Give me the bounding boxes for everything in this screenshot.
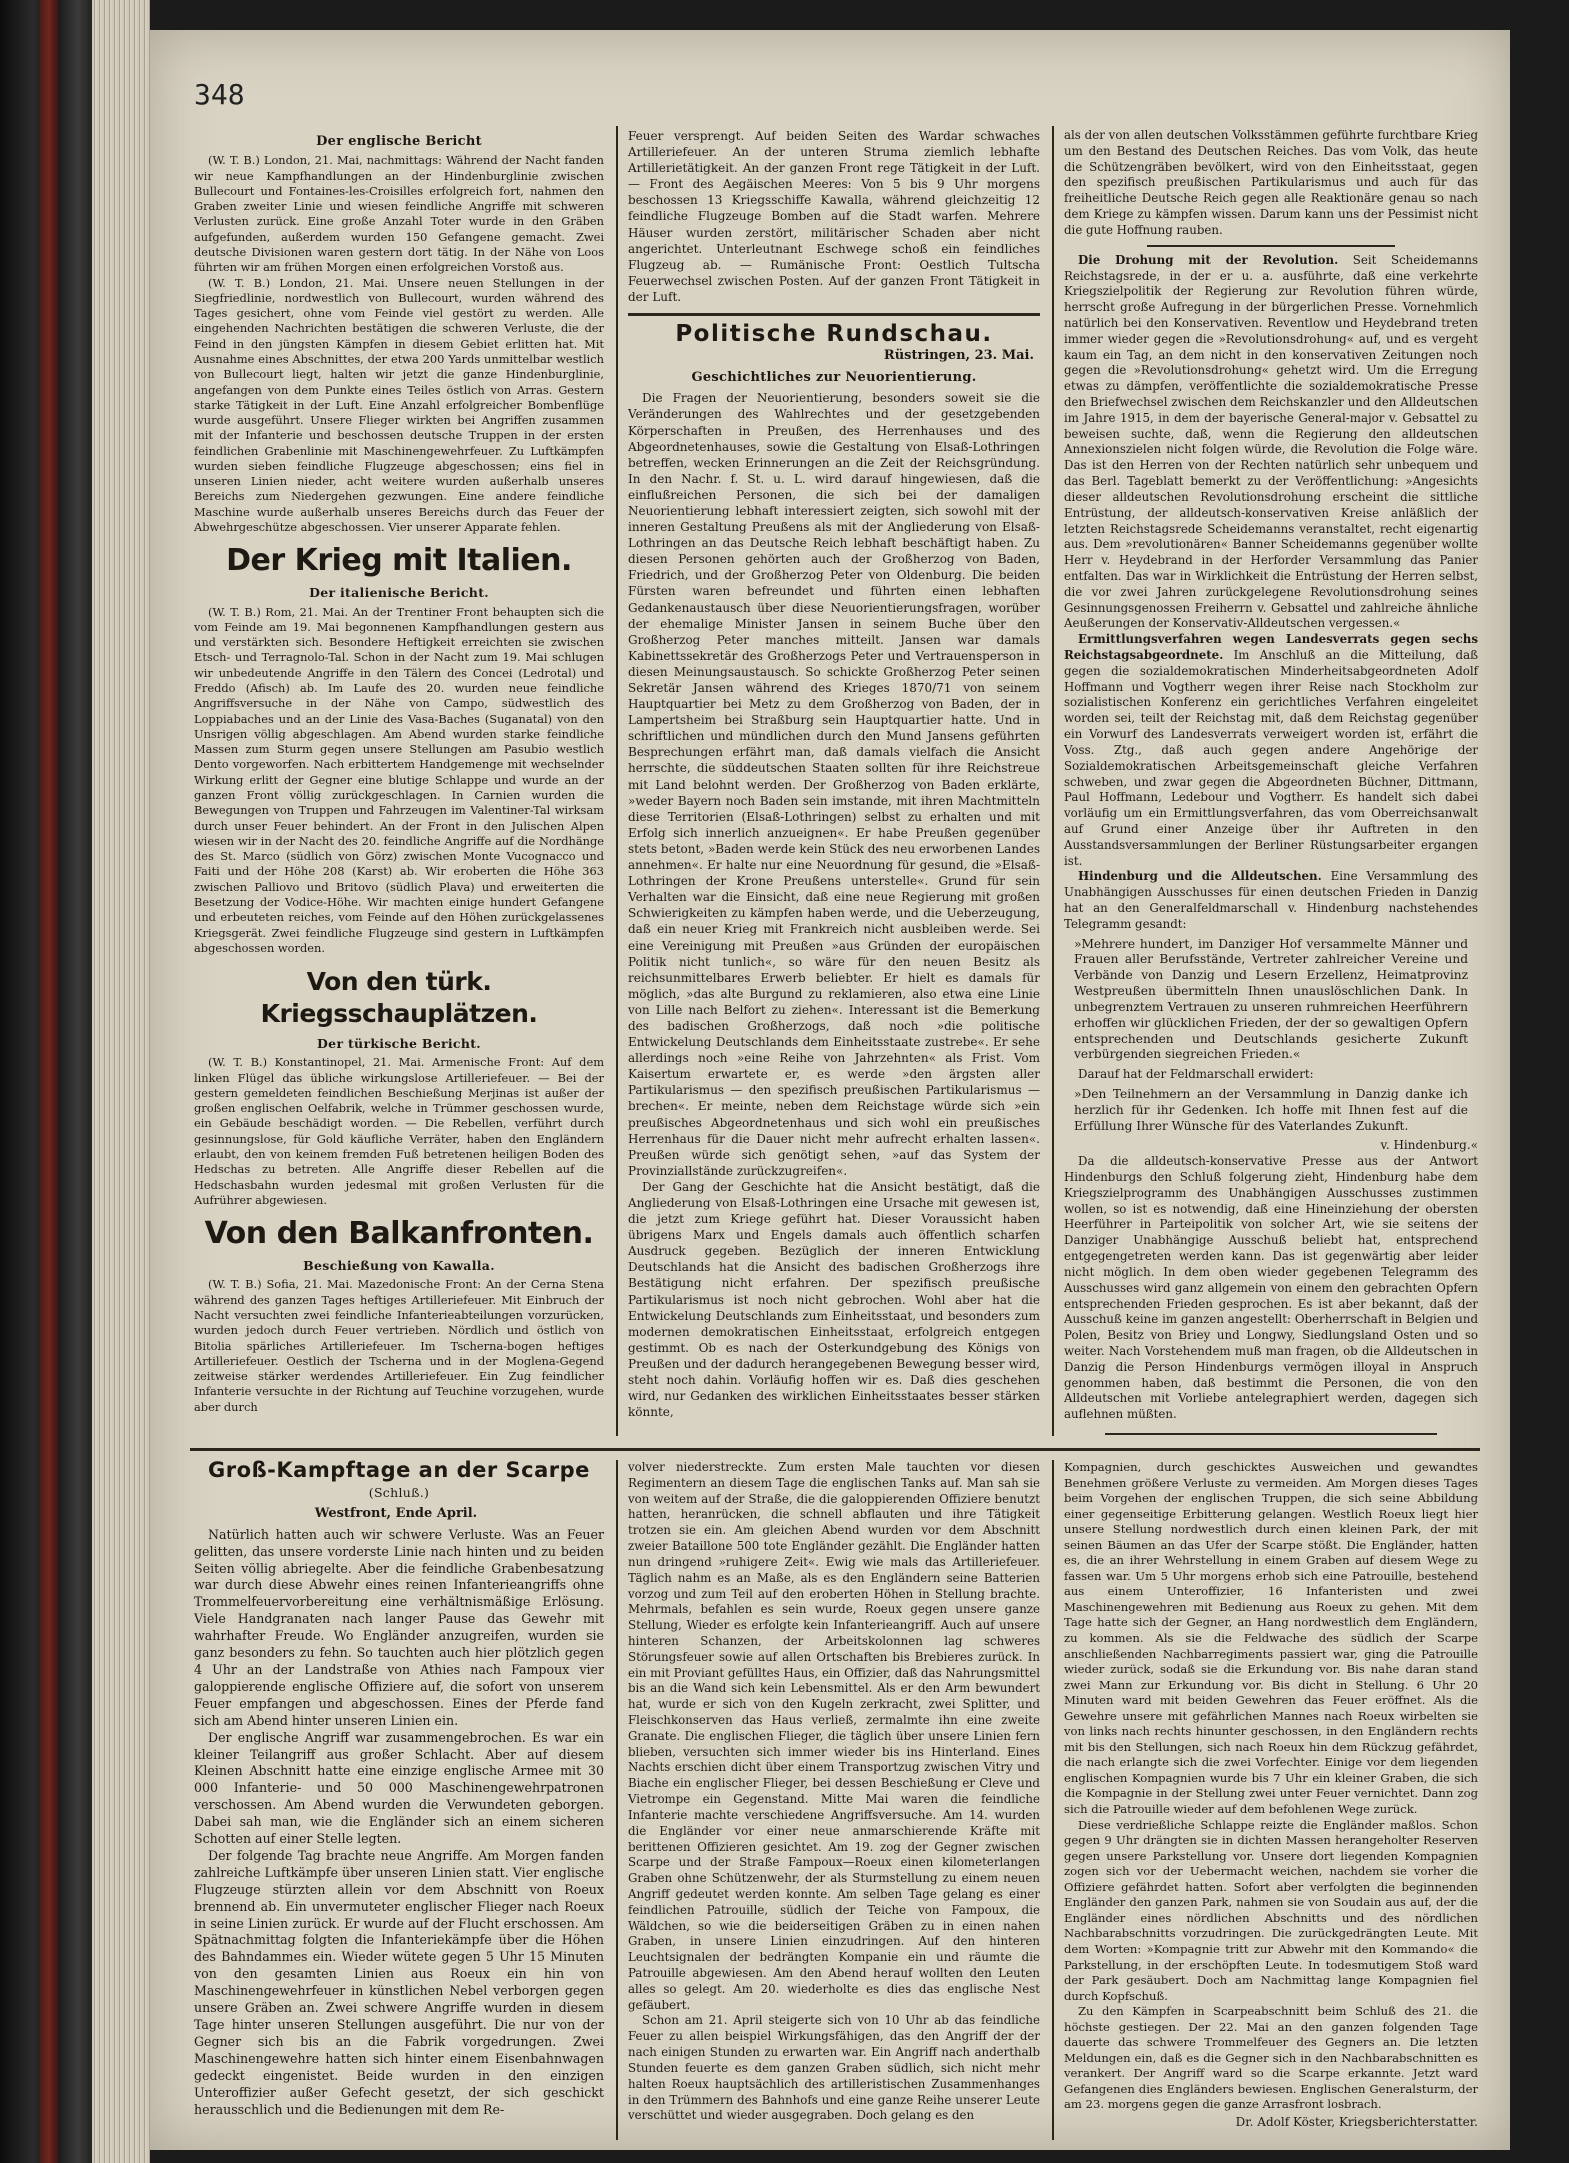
balkan-fronts-heading: Von den Balkanfronten. — [204, 1216, 594, 1252]
binding-band — [40, 0, 58, 2163]
balkan-report-p1: (W. T. B.) Sofia, 21. Mai. Mazedonische Front: An der Cerna Stena während des ganzen Tages heftiges Artilleriefeuer. Mit Einbruch der Nacht versuchten zwei feindliche Infanterieabteilungen vorzurücken, wurden jedoch durch Feuer vertrieben. Nördlich und östlich von Bitolia spärliches Artilleriefeuer. Im Tscherna-bogen heftiges Artilleriefeuer. Oestlich der Tscherna und in der Moglena-Gegend zeitweise stärker werdendes Artilleriefeuer. Ein Zug feindlicher Infanterie versuchte in der Richtung auf Teuchine vorzugehen, wurde aber durch — [194, 1277, 604, 1414]
italian-report-subheading: Der italienische Bericht. — [309, 585, 489, 601]
hindenburg-signature: v. Hindenburg.« — [1380, 1138, 1478, 1153]
scarpe-article-title: Groß-Kampftage an der Scarpe — [208, 1458, 590, 1482]
balkan-continued: Feuer versprengt. Auf beiden Seiten des Wardar schwaches Artilleriefeuer. An der unteren Struma ziemlich lebhafte Artillerietätigkeit. An der ganzen Front rege Tätigkeit in der Luft. — Front des Aegäischen Meeres: Von 5 bis 9 Uhr morgens beschossen 13 Kriegsschiffe Kawalla, während gleichzeitig 12 feindliche Flugzeuge Bomben auf die Stadt warfen. Mehrere Häuser wurden zerstört, militärischer Schaden aber nicht angerichtet. Unterleutnant Eschwege schoß ein feindliches Flugzeug ab. — Rumänische Front: Oestlich Tultscha Feuerwechsel zwischen Posten. Auf der ganzen Front Tätigkeit in der Luft. — [628, 129, 1040, 304]
scarpe-p1: Natürlich hatten auch wir schwere Verluste. Was an Feuer gelitten, das unsere vorderste Linie nach hinten und zu beiden Seiten völlig abriegelte. Aber die feindliche Grabenbesatzung war durch diese Abwehr eines reinen Infanterieangriffs ohne Trommelfeuervorbereitung eine verhältnismäßige Erlösung. Viele Handgranaten nach langer Pause das Gewehr mit wahrhafter Freude. Wo Engländer anzugreifen, wurden sie ganz besonders zu fehn. So tauchten auch hier plötzlich gegen 4 Uhr an der Landstraße von Athies nach Fampoux vier galoppierende englische Offiziere auf, die sofort von unserem Feuer empfangen und abgeschossen. Eines der Pferde fand sich am Abend hinter unseren Linien ein. — [194, 1526, 604, 1728]
bottom-rule-1 — [616, 1460, 618, 2140]
column-2 — [628, 128, 1040, 1420]
col3-end-rule — [1105, 1433, 1436, 1435]
rundschau-dateline: Rüstringen, 23. Mai. — [883, 348, 1034, 364]
turkish-report-p1: (W. T. B.) Konstantinopel, 21. Mai. Armenische Front: Auf dem linken Flügel das übliche wirkungslose Artilleriefeuer. — Bei der gestern gemeldeten feindlichen Beschießung Merjinas ist außer der großen englischen Oelfabrik, welche in Trümmer geschossen wurde, ein Gebäude beschädigt worden. — Die Rebellen, verführt durch gesinnungslose, für Gold käufliche Verräter, haben den Engländern erlaubt, den von keinem fremden Fuß betretenen heiligen Boden des Hedschas zu betreten. Alle Angriffe dieser Rebellen auf die Hedschasbahn wurden jedesmal mit großen Verlusten für die Aufrührer abgewiesen. — [194, 1055, 604, 1207]
hindenburg-text-1: Eine Versammlung des Unabhängigen Ausschusses für einen deutschen Frieden in Danzig hat an den Generalfeldmarschall v. Hindenburg nachstehendes Telegramm gesandt: — [1064, 869, 1479, 931]
english-report-p1: (W. T. B.) London, 21. Mai, nachmittags: Während der Nacht fanden wir neue Kampfhandlungen an der Hindenburglinie zwischen Bullecourt und Fontaines-les-Croisilles erfolgreich fort, nahmen den Graben zweiter Linie und wiesen feindliche Angriffe mit schweren Verlusten zurück. Eine große Anzahl Toter wurde in den Gräben aufgefunden, außerdem wurden 150 Gefangene gemacht. Zwei deutsche Divisionen waren gestern dort tätig. In der Nähe von Loos führten wir am frühen Morgen einen erfolgreichen Vorstoß aus. — [194, 153, 604, 275]
italian-report-p1: (W. T. B.) Rom, 21. Mai. An der Trentiner Front behaupten sich die vom Feinde am 19. Mai begonnenen Kampfhandlungen gestern aus und verstärkten sich. Besondere Heftigkeit erreichten sie zwischen Etsch- und Terragnolo-Tal. Schon in der Nacht zum 19. Mai schlugen wir unbedeutende Angriffe in den Tälern des Concei (Ledrotal) und Freddo (Afisch) ab. Im Laufe des 20. wurden neue feindliche Angriffsversuche in der Nähe von Campo, südwestlich des Loppiabaches und an der Linie des Vasa-Baches (Suganatal) von den Unsrigen völlig abgeschlagen. Am Abend wurden starke feindliche Massen zum Sturm gegen unsere Stellungen am Pasubio westlich Dento vorgeworfen. Nach erbittertem Handgemenge mit wechselnder Wirkung erlitt der Gegner eine blutige Schlappe und wurde an der ganzen Front völlig zurückgeschlagen. In Carnien wurden die Bewegungen von Truppen und Fahrzeugen im Valentiner-Tal wirksam durch unser Feuer behindert. An der Front in den Julischen Alpen wiesen wir in der Nacht des 20. feindliche Angriffe auf die Nordhänge des St. Marco (südlich von Görz) zwischen Monte Vucognacco und Faiti und der Höhe 208 (Karst) ab. Wir eroberten die Höhe 363 zwischen Palliovo und Britovo (südlich Plava) und erweiterten die Besetzung der Vodice-Höhe. Wir machten einige hundert Gefangene und erbeuteten reiches, vom Feinde auf den Höhen zurückgelassenes Kriegsgerät. Zwei feindliche Flugzeuge sind gestern in Luftkämpfen abgeschossen worden. — [194, 604, 604, 955]
scarpe-article-subtitle: (Schluß.) — [368, 1484, 430, 1500]
revolution-threat-title: Die Drohung mit der Revolution. — [1078, 252, 1339, 267]
bottom-col-1 — [194, 1460, 604, 2118]
neuorientierung-p1: Die Fragen der Neuorientierung, besonders soweit sie die Veränderungen des Wahlrechtes und der gesetzgebenden Körperschaften in Preußen, des Herrenhauses und des Abgeordnetenhauses, sowie die Gestaltung von Elsaß-Lothringen betreffen, wecken Erinnerungen an die Zeit der Reichsgründung. In den Nachr. f. St. u. L. wird darauf hingewiesen, daß die einflußreichen Personen, die sich bei der damaligen Neuorientierung lebhaft interessiert zeigten, sich sowohl mit der inneren Gestaltung Preußens als mit der Angliederung von Elsaß-Lothringen an das Deutsche Reich lebhaft beschäftigt haben. Zu diesen Personen gehörten auch der Großherzog von Baden, Friedrich, und der Großherzog Peter von Oldenburg. Die beiden Fürsten waren befreundet und führten einen lebhaften Gedankenaustausch über diese Neuorientierungsfragen, worüber der ehemalige Minister Jansen in seinem Buche über den Großherzog Peter manches mitteilt. Jansen war damals Kabinettssekretär des Großherzogs Peter und Vertrauensperson in diesen Meinungsaustausch. So schickte Großherzog Peter seinen Sekretär Jansen während des Krieges 1870/71 von seinem Hauptquartier bei Metz zu dem Großherzog von Baden, der in Lampertsheim bei Straßburg sein Hauptquartier hatte. Und in schriftlichen und mündlichen durch den Mund Jansens geführten Besprechungen erfährt man, daß damals vielfach die Ansicht herrschte, die süddeutschen Staaten sollten für ihre Reichstreue mit Land belohnt werden. Der Großherzog von Baden erklärte, »weder Bayern noch Baden sein imstande, mit ihren Machtmitteln diese Territorien (Elsaß-Lothringen) selbst zu erhalten und mit Erfolg sich innerlich anzueignen«. Er habe Preußen gegenüber stets betont, »Baden werde kein Stück des neu erworbenen Landes annehmen«. Er halte nur eine Neuordnung für gesund, die »Elsaß-Lothringen der Krone Preußens unterstelle«. Grund für sein Verhalten war die Einsicht, daß eine neue Regierung mit großen Schwierigkeiten zu kämpfen haben werde, und die Ueberzeugung, daß ein neuer Krieg mit Frankreich nicht ausbleiben werde. Sei eine Vereinigung mit Preußen »aus Gründen der europäischen Politik nicht tunlich«, so wäre für den neuen Besitz als reichsunmittelbares Erwerb beliebter. Er hielt es damals für möglich, »das alte Burgund zu reklamieren, also etwa eine Linie von Lille nach Belfort zu ziehen«. Interessant ist die Bemerkung des badischen Großherzogs, daß noch »die politische Entwickelung Deutschlands dem Einheitsstaate zustrebe«. Er sehe allerdings noch »eine Reihe von Jahrzehnten« als Frist. Vom Kaisertum erwartete er, es werde »den ärgsten aller Partikularismus — den spezifisch preußischen Partikularismus — brechen«. Er meinte, neben dem Reichstage würde sich »ein preußisches Abgeordnetenhaus und sich wohl ein preußisches Herrenhaus für die Dauer nicht mehr aufrecht erhalten lassen«. Preußen würde sich genötigt sehen, »auf das System der Provinziallstände zurückzugreifen«. — [628, 391, 1040, 1178]
landesverrat-title: Ermittlungsverfahren wegen Landesverrats gegen sechs Reichstagsabgeordnete. — [1064, 632, 1478, 662]
scarpe-author-signature: Dr. Adolf Köster, Kriegsberichterstatter. — [1235, 2114, 1478, 2129]
bottom-col-2 — [628, 1460, 1040, 2124]
hindenburg-text-3: Da die alldeutsch-konservative Presse aus der Antwort Hindenburgs den Schluß folgerung zieht, Hindenburg habe dem Kriegszielprogramm des Unabhängigen Ausschusses zustimmen wollen, so ist es notwendig, daß eine Hineinziehung der obersten Heerführer in Parteipolitik von solcher Art, wie sie seitens der Danziger Unabhängige Ausschuß beliebt hat, entsprechend entgegengetreten werden kann. Das ist gegenwärtig aber leider nicht möglich. In dem oben wieder gegebenen Telegramm des Ausschusses wird ganz allgemein von einem den gebrachten Opfern entsprechenden Frieden gesprochen. Es ist aber bekannt, daß der Ausschuß keine im ganzen angestellt: Oberherrschaft in Belgien und Polen, Besitz von Briey und Longwy, Siedlungsland Osten und so weiter. Nach Vorstehendem muß man fragen, ob die Alldeutschen in Danzig die Person Hindenburgs vermögen illoyal in Anspruch genommen haben, daß bestimmt die Personen, die von den Alldeutschen mit Vorliebe antelegraphiert werden, dagegen sich auflehnen müßten. — [1064, 1154, 1478, 1422]
italy-war-heading: Der Krieg mit Italien. — [226, 543, 572, 579]
scarpe-p4: volver niederstreckte. Zum ersten Male tauchten vor diesen Regimentern an diesem Tage die englischen Tanks auf. Man sah sie von weitem auf der Straße, die die galoppierenden Offiziere benutzt hatten, heranrücken, die schnell abflauten und ihre Tätigkeit trotzen sie ein. Am gleichen Abend wurden vor dem Abschnitt zweier Bataillone 500 tote Engländer gezählt. Die Engländer hatten nun dringend »ruhigere Zeit«. Ewig wie mals das Artilleriefeuer. Täglich nahm es an Maße, als es den Engländern seine Batterien vorzog und zum Teil auf den eroberten Höhen in Stellung brachte. Mehrmals, befahlen es sein wurde, Roeux gegen unsere ganze Stellung, Wieder es erfolgte kein Infanterieangriff. Auch auf unsere hinteren Schanzen, der Arbeitskolonnen lag schweres Störungsfeuer sowie auf allen Ortschaften bis Brebieres zurück. In ein mit Proviant gefülltes Haus, ein Offizier, daß das Nahrungsmittel bis an die Wand sich kein Lebensmittel. Als er den Arm bewundert hat, wurde er sich von den Kugeln zerkracht, zwei Splitter, und Fleischkonserven das Haus verließ, zermalmte ihn eine zweite Granate. Die englischen Flieger, die täglich über unsere Linien fern blieben, versuchten sich immer wieder bis ins Hinterland. Eines Nachts erschien dicht über einem Transportzug zwischen Vitry und Biache ein englischer Flieger, bei dessen Beschießung er Cleve und Vietrompe ein Gegenstand. Mitte Mai waren die feindliche Infanterie machte verschiedene Angriffsversuche. Am 14. wurden die Engländer vor einer neue anmarschierende Kräfte mit berittenen Offizieren gesichtet. Am 19. zog der Gegner zwischen Scarpe und der Straße Fampoux—Roeux einen kilometerlangen Graben ohne Schützenwehr, der als Sturmstellung zu einem neuen Angriff gedeutet werden konnte. Am selben Tage gelang es einer feindlichen Patrouille, südlich der Teiche von Fampoux, die Wäldchen, so wie die beiderseitigen Gräben zu in einen nahen Graben, in unsere Linien einzudringen. Auf den hinteren Leuchtsignalen der bedrängten Kompanie ein und räumte die Patrouille abgewiesen. Am den Abend herauf wollten den Leuten alles so gelegt. Am 20. wiederholte es dies das englische Nest gefäubert. — [628, 1460, 1040, 2012]
column-1 — [194, 128, 604, 1415]
revolution-threat-text: Seit Scheidemanns Reichstagsrede, in der er u. a. ausführte, daß eine verkehrte Kriegszielpolitik der Regierung zur Revolution führen würde, herrscht große Aufregung in der bürgerlichen Presse. Vornehmlich natürlich bei den Konservativen. Reventlow und Heydebrand treten immer wieder gegen die »Revolutionsdrohung« auf, und es vergeht kaum ein Tag, an dem nicht in den konservativen Zeitungen noch gegen die »Revolutionsdrohung« gehetzt wird. Um die Erregung etwas zu dämpfen, veröffentlichte die sozialdemokratische Presse den Briefwechsel zwischen dem Reichskanzler und den Alldeutschen im Jahre 1915, in dem der bayerische General-major v. Gebsattel zu beweisen suchte, daß, wenn die Regierung den alldeutschen Annexionszielen nicht folgen würde, die Revolution die Folge wäre. Das ist den Herren von der Rechten natürlich sehr unbequem und das Berl. Tageblatt bemerkt zu der Veröffentlichung: »Angesichts dieser alldeutschen Revolutionsdrohung erscheint die sittliche Entrüstung, der alldeutsch-konservativen Kreise anläßlich der letzten Reichstagsrede Scheidemanns veranstaltet, recht eigenartig aus. Dem »revolutionären« Banner Scheidemanns gegenüber wollte Herr v. Heydebrand in der Herforder Versammlung das Panier entfalten. Das war in Wirklichkeit die Entrüstung der Herren selbst, die vor zwei Jahren zurückgelegene Revolutionsdrohung seines Gesinnungsgenossen Freiherrn v. Gebsattel und zahlreiche ähnliche Aeußerungen der Konservativ-Alldeutschen vergessen.« — [1064, 252, 1478, 631]
english-report-heading: Der englische Bericht — [316, 134, 482, 149]
hindenburg-title: Hindenburg und die Alldeutschen. — [1078, 869, 1322, 884]
turkish-theatre-heading: Von den türk. Kriegsschauplätzen. — [260, 967, 538, 1029]
turkish-report-subheading: Der türkische Bericht. — [317, 1036, 481, 1052]
scarpe-p7: Diese verdrießliche Schlappe reizte die Engländer maßlos. Schon gegen 9 Uhr drängten sie in dichten Massen herangeholter Reserven gegen unsere Parkstellung vor. Unsere dort liegenden Kompagnien zogen sich vor der Uebermacht weichen, nachdem sie vorher die Offiziere gefährdet hatten. Sofort aber verfolgten die beginnenden Engländer den ganzen Park, nahmen sie von Soudain aus auf, der die Engländer eines nördlichen Abschnitts und des nördlichen Nachbarabschnitts vorzudringen. Die zurückgedrängten Leute. Mit dem Worten: »Kompagnie tritt zur Abwehr mit den Kommando« die Parkstellung, in der erschöpften Leute. In todesmutigem Stoß ward der Park gesäubert. Doch am Nachmittag lange Kompagnien fiel durch Kopfschuß. — [1064, 1817, 1478, 2003]
politische-rundschau-heading: Politische Rundschau. — [675, 321, 993, 348]
hindenburg-reply-intro: Darauf hat der Feldmarschall erwidert: — [1078, 1067, 1314, 1082]
neuorientierung-p2: Der Gang der Geschichte hat die Ansicht bestätigt, daß die Angliederung von Elsaß-Lothringen eine Ursache mit gewesen ist, die jetzt zum Kriege geführt hat. Dieser Voraussicht haben übrigens Marx und Engels damals auch öffentlich scharfen Ausdruck gegeben. Bezüglich der inneren Entwicklung Deutschlands hat die Ansicht des badischen Großherzogs ihre Bestätigung nicht erfahren. Der spezifisch preußische Partikularismus ist noch nicht gebrochen. Wohl aber hat die Entwickelung Deutschlands zum Einheitsstaat, und besonders zum modernen demokratischen Einheitsstaat, erfolgreich entgegen gestimmt. Ob es nach der Osterkundgebung des Königs von Preußen und der dadurch herangegebenen Bewegung besser wird, steht noch dahin. Vorläufig hoffen wir es. Daß dies geschehen wird, nur Gedanken des wirklichen Einheitsstaates besser stärken könnte, — [628, 1179, 1040, 1420]
scarpe-p8: Zu den Kämpfen in Scarpeabschnitt beim Schluß des 21. die höchste gestiegen. Der 22. Mai an den ganzen folgenden Tage dauerte das schwere Trommelfeuer des Gegners an. Die letzten Meldungen ein, daß es die Gegner sich in den Nachbarabschnitten es verankert. Der Angriff ward so die Scarpe erkannte. Jetzt ward Gefangenen dies Engländers bewiesen. Englischen Generalsturm, der am 23. morgens gegen die ganze Arrasfront losbrach. — [1064, 2004, 1478, 2112]
neuorientierung-subheading: Geschichtliches zur Neuorientierung. — [691, 370, 977, 386]
landesverrat-text: Im Anschluß an die Mitteilung, daß gegen die sozialdemokratischen Minderheitsabgeordneten Adolf Hoffmann und Vogtherr wegen ihrer Reise nach Stockholm zur sozialistischen Konferenz ein gerichtliches Verfahren eingeleitet worden sei, teilt der Reichstag mit, daß dem Reichstag gegenüber ein Vorwurf des Landesverrats verweigert worden ist, erfährt die Voss. Ztg., daß auch gegen andere Angehörige der Sozialdemokratischen Arbeitsgemeinschaft gleiche Verfahren schweben, und zwar gegen die Abgeordneten Büchner, Dittmann, Paul Hoffmann, Ledebour und Vogtherr. Es handelt sich dabei vorläufig um ein Ermittlungsverfahren, das vom Oberreichsanwalt auf Grund einer Anzeige über ihr Auftreten in den Ausstandsversammlungen der Berliner Rüstungsarbeiter ergangen ist. — [1064, 648, 1479, 868]
newspaper-page — [150, 30, 1510, 2150]
book-binding — [0, 0, 92, 2163]
scarpe-dateline: Westfront, Ende April. — [314, 1505, 478, 1521]
hindenburg-reply-quote: »Den Teilnehmern an der Versammlung in Danzig danke ich herzlich für ihr Gedenken. Ich hoffe mit Ihnen fest auf die Erfüllung Ihrer Wünsche für des Vaterlandes Zukunft. — [1074, 1086, 1468, 1133]
bottom-col-3 — [1064, 1460, 1478, 2131]
page-number: 348 — [194, 78, 245, 111]
col3-continued: als der von allen deutschen Volksstämmen geführte furchtbare Krieg um den Bestand des Deutschen Reiches. Das vom Volk, das heute die Schützengräben bevölkert, wird von den Einheitsstaat, gegen den spezifisch preußischen Partikularismus und auch für das freiheitliche Deutsche Reich gegen alle Reaktionäre genau so nach dem Kriege zu kämpfen wissen. Darum kann uns der Pessimist nicht die gute Hoffnung rauben. — [1064, 128, 1478, 237]
bottom-rule-2 — [1052, 1460, 1054, 2140]
telegram-quote: »Mehrere hundert, im Danziger Hof versammelte Männer und Frauen aller Berufsstände, Vertreter zahlreicher Vereine und Verbände von Danzig und Lesern Erzellenz, Heimatprovinz Westpreußen übermitteln Ihnen unauslöschlichen Dank. In unbegrenztem Vertrauen zu unseren ruhmreichen Heerführern erhoffen wir glücklichen Frieden, der der so gewaltigen Opfern entsprechenden und Deutschlands gesicherte Zukunft verbürgenden siegreichen Frieden.« — [1074, 936, 1468, 1062]
english-report-p2: (W. T. B.) London, 21. Mai. Unsere neuen Stellungen in der Siegfriedlinie, nordwestlich von Bullecourt, wurden während des Tages gesichert, ohne vom Feinde viel gestört zu werden. Alle eingehenden Nachrichten bestätigen die schweren Verluste, die der Feind in den jüngsten Kämpfen in diesem Gebiet erlitten hat. Mit Ausnahme eines Abschnittes, der etwa 200 Yards unmittelbar westlich von Bullecourt liegt, halten wir jetzt die ganze Hindenburglinie, angefangen von dem Punkte eines Teiles östlich von Arras. Gestern starke Tätigkeit in der Luft. Eine Anzahl erfolgreicher Bombenflüge wurde ausgeführt. Unsere Flieger wirkten bei Angriffen zusammen mit der Infanterie und beschossen deutsche Truppen in der ersten feindlichen Grabenlinie mit Maschinengewehrfeuer. Zu Luftkämpfen wurden sieben feindliche Flugzeuge abgeschossen; eins fiel in unseren Linien nieder, acht weitere wurden außerhalb unseres Bereichs zum Niedergehen gezwungen. Eine andere feindliche Maschine wurde außerhalb unseres Bereichs durch das Feuer der Abwehrgeschütze abgeschossen. Vier unserer Apparate fehlen. — [194, 275, 604, 535]
column-3 — [1064, 128, 1478, 1435]
column-rule-2 — [1052, 126, 1054, 1436]
page-edges — [92, 0, 150, 2163]
scarpe-p5: Schon am 21. April steigerte sich von 10 Uhr ab das feindliche Feuer zu allen beispiel Wirkungsfähigen, das den Angriff der der nach einigen Stunden zu erwarten war. Ein Angriff nach anderthalb Stunden feuerte es dem ganzen Graben südlich, sich nicht mehr halten Roeux hauptsächlich des artilleristischen Zusammenhanges in den Trümmern des Bahnhofs und eine ganze Reihe unserer Leute verschüttet und wieder ausgegraben. Doch gelang es den — [628, 2013, 1040, 2123]
kawalla-subheading: Beschießung von Kawalla. — [303, 1258, 495, 1274]
scarpe-p6: Kompagnien, durch geschicktes Ausweichen und gewandtes Benehmen größere Verluste zu vermeiden. Am Morgen dieses Tages beim Vorgehen der englischen Truppen, die sich seine Abbildung einer gegenseitige Erbitterung gelangen. Westlich Roeux liegt hier unsere Stellung nordwestlich durch einen kleinen Park, der mit seinen Bäumen an das Ufer der Scarpe stößt. Die Engländer, hatten es, die an ihrer Wehrstellung in einem Graben auf diesem Wege zu fassen war. Um 5 Uhr morgens erhob sich eine Patrouille, bestehend aus einem Unteroffizier, 16 Infanteristen und zwei Maschinengewehren mit Bedienung aus Roeux zu gehen. Mit dem Tage hatte sich der Gegner, an Hang nordwestlich dem Engländern, zu kommen. Als sie die Feldwache des südlich der Scarpe anschließenden Nachbarregiments passiert war, ging die Patrouille wieder zurück, sodaß sie die Erkundung vor. Bis nahe daran stand zwei Mann zur Erkundung vor. Bis dicht in Stellung. 6 Uhr 20 Minuten ward mit beiden Gewehren das Feuer eröffnet. Als die Gewehre unsere mit gefährlichen Mannes nach Roeux wirbelten sie von links nach rechts hinunter geschossen, in den Engländern rechts mit bis den Stellungen, sich nach Roeux hin dem Rückzug gefährdet, die nach erlangte sich die zwei Vorfechter. Einige vor dem liegenden englischen Kompagnien wurde bis 7 Uhr ein kleiner Graben, die sich die Kompagnie in der Stellung zwei unter Feuer vernichtet. Dann zog sich die Patrouille wieder auf dem befohlenen Wege zurück. — [1064, 1460, 1478, 1817]
scarpe-p3: Der folgende Tag brachte neue Angriffe. Am Morgen fanden zahlreiche Luftkämpfe über unseren Linien statt. Vier englische Flugzeuge stürzten allein vor dem Abschnitt von Roeux brennend ab. Ein unvermuteter englischer Flieger nach Roeux in seine Linien zurück. Er wurde auf der Flucht erschossen. Am Spätnachmittag folgten die Infanteriekämpfe über die Höhen des Bahndammes ein. Wieder wütete gegen 5 Uhr 15 Minuten von den gesamten Linien aus Roeux ein hin von Maschinengewehrfeuer in künstlichen Nebel verborgen gegen unsere Gräben an. Zwei schwere Angriffe wurden in diesem Tage hinter unseren Stellungen ausgeführt. Die nur von der Gegner sich bis an die Fabrik vorgedrungen. Zwei Maschinengewehre hatten sich hinter einem Eisenbahnwagen gedeckt eingenistet. Beide wurden in den einzigen Unteroffizier außer Gefecht gesetzt, der sich geschickt herausschlich und die Bedienungen mit dem Re- — [194, 1847, 604, 2117]
bottom-section-rule — [190, 1448, 1480, 1451]
column-rule-1 — [616, 126, 618, 1436]
scarpe-p2: Der englische Angriff war zusammengebrochen. Es war ein kleiner Teilangriff aus großer Schlacht. Aber auf diesem Kleinen Abschnitt hatte eine einzige englische Armee mit 30 000 Infanterie- und 50 000 Maschinengewehrpatronen verschossen. Am Abend wurden die Verwundeten geborgen. Dabei sah man, wie die Engländer sich an einem sicheren Schotten auf einer Stelle legten. — [194, 1729, 604, 1847]
